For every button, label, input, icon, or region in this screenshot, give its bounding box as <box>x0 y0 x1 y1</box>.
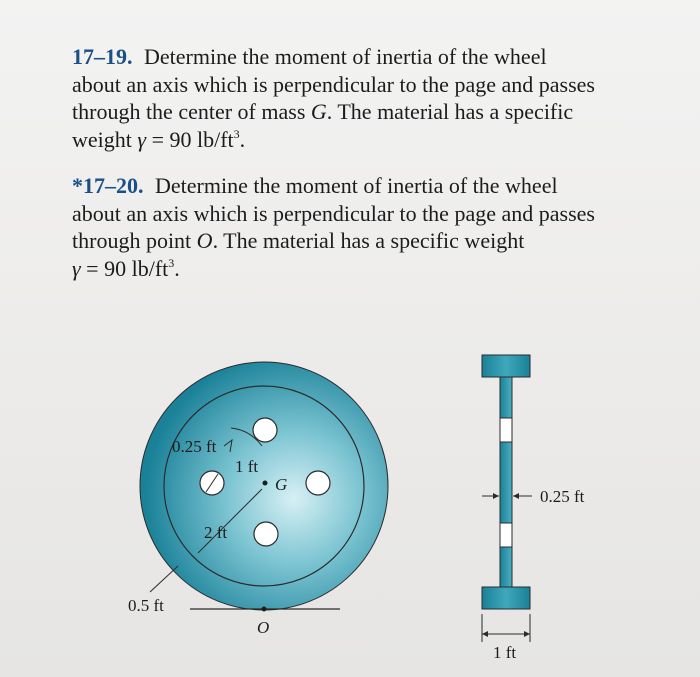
problem-text-line3-pre: through the center of mass <box>72 99 306 124</box>
problem-text-line1: Determine the moment of inertia of the wheel <box>155 173 558 198</box>
label-hole-diameter: 0.25 ft <box>172 437 217 456</box>
side-web <box>500 377 512 587</box>
period: . <box>239 126 246 152</box>
hole-top <box>253 418 277 442</box>
web-dim-right-arrow <box>513 493 519 499</box>
hole-bottom <box>254 522 278 546</box>
problem-text-line1: Determine the moment of inertia of the wheel <box>144 44 547 69</box>
label-hub-width: 1 ft <box>493 643 517 662</box>
wheel-outer-rim <box>140 362 388 610</box>
label-hole-offset: 1 ft <box>235 457 259 476</box>
equals-sign: = <box>86 255 99 281</box>
hub-dim-arrow-left <box>482 631 488 637</box>
problem-text-line3-pre: through point <box>72 228 192 253</box>
rim-leader <box>150 566 178 592</box>
gamma-symbol: γ <box>137 126 147 152</box>
problem-text-line2: about an axis which is perpendicular to the page and passes <box>72 71 595 97</box>
gamma-symbol: γ <box>72 255 81 281</box>
side-hole-1 <box>500 418 512 442</box>
side-hole-2 <box>500 523 512 547</box>
problem-text-line4-pre: weight <box>72 126 132 152</box>
label-rim-thickness: 0.5 ft <box>128 596 164 615</box>
hole-right <box>306 471 330 495</box>
weight-value: 90 lb/ft <box>104 255 169 281</box>
problem-text-line3-post: . The material has a specific <box>326 99 574 124</box>
point-o-dot <box>262 607 267 612</box>
problem-text-line2: about an axis which is perpendicular to the page and passes <box>72 200 595 226</box>
hub-dim-arrow-right <box>524 631 530 637</box>
period: . <box>174 255 180 281</box>
problem-number: 17–19. <box>72 44 133 69</box>
problem-number: *17–20. <box>72 173 144 198</box>
variable-g: G <box>310 99 327 124</box>
problem-text-line3-post: . The material has a specific weight <box>212 228 525 253</box>
label-web-thickness: 0.25 ft <box>540 487 585 506</box>
exponent: 3 <box>233 126 240 141</box>
variable-o: O <box>196 228 213 253</box>
web-dim-left-arrow <box>493 493 499 499</box>
exponent: 3 <box>168 255 175 270</box>
side-top-flange <box>482 355 530 377</box>
center-of-mass-dot <box>263 481 268 486</box>
label-point-o: O <box>257 618 270 637</box>
side-bottom-flange <box>482 587 530 609</box>
label-g: G <box>275 475 288 494</box>
label-inner-radius: 2 ft <box>204 523 228 542</box>
weight-value: 90 lb/ft <box>169 126 234 152</box>
equals-sign: = <box>151 126 164 152</box>
